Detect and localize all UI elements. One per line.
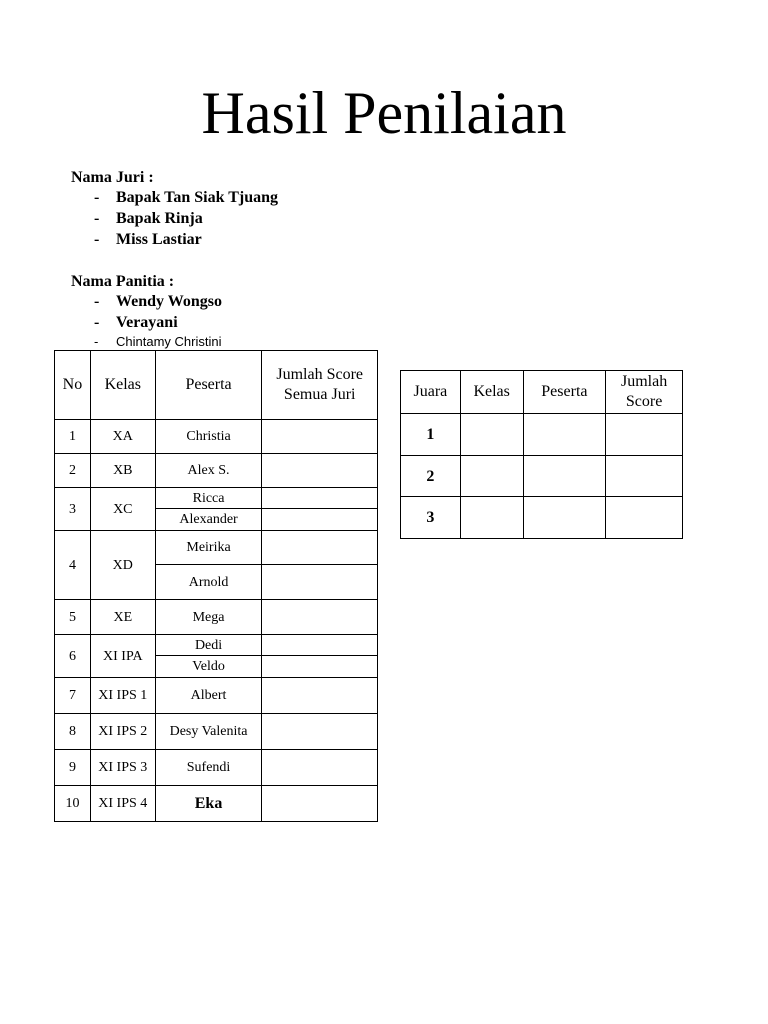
row-peserta: Arnold <box>155 565 262 600</box>
table-row <box>55 600 378 635</box>
juri-list <box>94 187 278 250</box>
kelas-cell[interactable] <box>460 414 523 456</box>
score-cell[interactable] <box>262 509 378 531</box>
list-item <box>94 229 278 250</box>
panitia-name: Verayani <box>116 314 178 331</box>
rank-cell: 2 <box>401 456 461 497</box>
peserta-cell[interactable] <box>523 497 606 539</box>
winner-table <box>400 370 683 539</box>
row-peserta: Desy Valenita <box>155 714 262 750</box>
table-row <box>401 456 683 497</box>
juri-label: Nama Juri : <box>71 169 154 186</box>
juri-name: Bapak Rinja <box>116 210 203 227</box>
peserta-cell[interactable] <box>523 414 606 456</box>
header-kelas: Kelas <box>460 371 523 414</box>
list-dash: - <box>94 231 100 248</box>
row-no: 8 <box>55 714 91 750</box>
row-kelas: XA <box>90 420 155 454</box>
row-kelas: XB <box>90 454 155 488</box>
table-row <box>55 786 378 822</box>
row-no: 6 <box>55 635 91 678</box>
row-no: 10 <box>55 786 91 822</box>
header-no: No <box>55 351 91 420</box>
table-header-row <box>55 351 378 420</box>
row-peserta: Christia <box>155 420 262 454</box>
kelas-cell[interactable] <box>460 456 523 497</box>
peserta-cell[interactable] <box>523 456 606 497</box>
rank-cell: 3 <box>401 497 461 539</box>
score-cell[interactable] <box>262 454 378 488</box>
rank-cell: 1 <box>401 414 461 456</box>
page-title: Hasil Penilaian <box>201 80 567 146</box>
list-item <box>94 333 222 351</box>
row-no: 2 <box>55 454 91 488</box>
panitia-list <box>94 291 222 351</box>
score-cell[interactable] <box>262 635 378 656</box>
row-kelas: XD <box>90 531 155 600</box>
score-cell[interactable] <box>262 656 378 678</box>
table-row <box>401 497 683 539</box>
header-peserta: Peserta <box>155 351 262 420</box>
row-no: 1 <box>55 420 91 454</box>
table-row <box>55 750 378 786</box>
score-cell[interactable] <box>262 714 378 750</box>
list-item <box>94 187 278 208</box>
row-peserta: Alexander <box>155 509 262 531</box>
score-cell[interactable] <box>262 420 378 454</box>
row-kelas: XI IPS 4 <box>90 786 155 822</box>
header-peserta: Peserta <box>523 371 606 414</box>
list-item <box>94 291 222 312</box>
score-table <box>54 350 378 822</box>
row-no: 3 <box>55 488 91 531</box>
row-peserta: Ricca <box>155 488 262 509</box>
table-row <box>55 488 378 509</box>
list-item <box>94 208 278 229</box>
score-cell[interactable] <box>262 531 378 565</box>
score-cell[interactable] <box>262 600 378 635</box>
list-item <box>94 312 222 333</box>
row-kelas: XI IPA <box>90 635 155 678</box>
table-row <box>55 678 378 714</box>
header-juara: Juara <box>401 371 461 414</box>
row-kelas: XI IPS 1 <box>90 678 155 714</box>
score-cell[interactable] <box>262 565 378 600</box>
list-dash: - <box>94 189 100 206</box>
row-peserta: Sufendi <box>155 750 262 786</box>
row-no: 5 <box>55 600 91 635</box>
row-peserta: Dedi <box>155 635 262 656</box>
list-dash: - <box>94 210 100 227</box>
panitia-name: Wendy Wongso <box>116 293 222 310</box>
panitia-name: Chintamy Christini <box>116 334 222 349</box>
score-cell[interactable] <box>606 414 683 456</box>
header-jumlah-score: Jumlah Score <box>606 371 683 414</box>
row-peserta: Mega <box>155 600 262 635</box>
row-kelas: XE <box>90 600 155 635</box>
header-jumlah-score: Jumlah Score Semua Juri <box>262 351 378 420</box>
table-row <box>55 420 378 454</box>
row-kelas: XI IPS 2 <box>90 714 155 750</box>
panitia-label: Nama Panitia : <box>71 273 175 290</box>
row-peserta: Meirika <box>155 531 262 565</box>
list-dash: - <box>94 334 99 349</box>
row-peserta: Albert <box>155 678 262 714</box>
score-cell[interactable] <box>606 497 683 539</box>
table-row <box>401 414 683 456</box>
table-row <box>55 714 378 750</box>
row-peserta: Alex S. <box>155 454 262 488</box>
row-peserta: Eka <box>155 786 262 822</box>
score-cell[interactable] <box>262 786 378 822</box>
row-no: 4 <box>55 531 91 600</box>
juri-name: Miss Lastiar <box>116 231 202 248</box>
table-row <box>55 635 378 656</box>
row-kelas: XC <box>90 488 155 531</box>
score-cell[interactable] <box>606 456 683 497</box>
header-kelas: Kelas <box>90 351 155 420</box>
kelas-cell[interactable] <box>460 497 523 539</box>
row-no: 9 <box>55 750 91 786</box>
row-peserta: Veldo <box>155 656 262 678</box>
score-cell[interactable] <box>262 488 378 509</box>
table-header-row <box>401 371 683 414</box>
table-row <box>55 454 378 488</box>
list-dash: - <box>94 293 100 310</box>
list-dash: - <box>94 314 100 331</box>
row-kelas: XI IPS 3 <box>90 750 155 786</box>
score-cell[interactable] <box>262 750 378 786</box>
juri-name: Bapak Tan Siak Tjuang <box>116 189 279 206</box>
table-row <box>55 531 378 565</box>
score-cell[interactable] <box>262 678 378 714</box>
row-no: 7 <box>55 678 91 714</box>
